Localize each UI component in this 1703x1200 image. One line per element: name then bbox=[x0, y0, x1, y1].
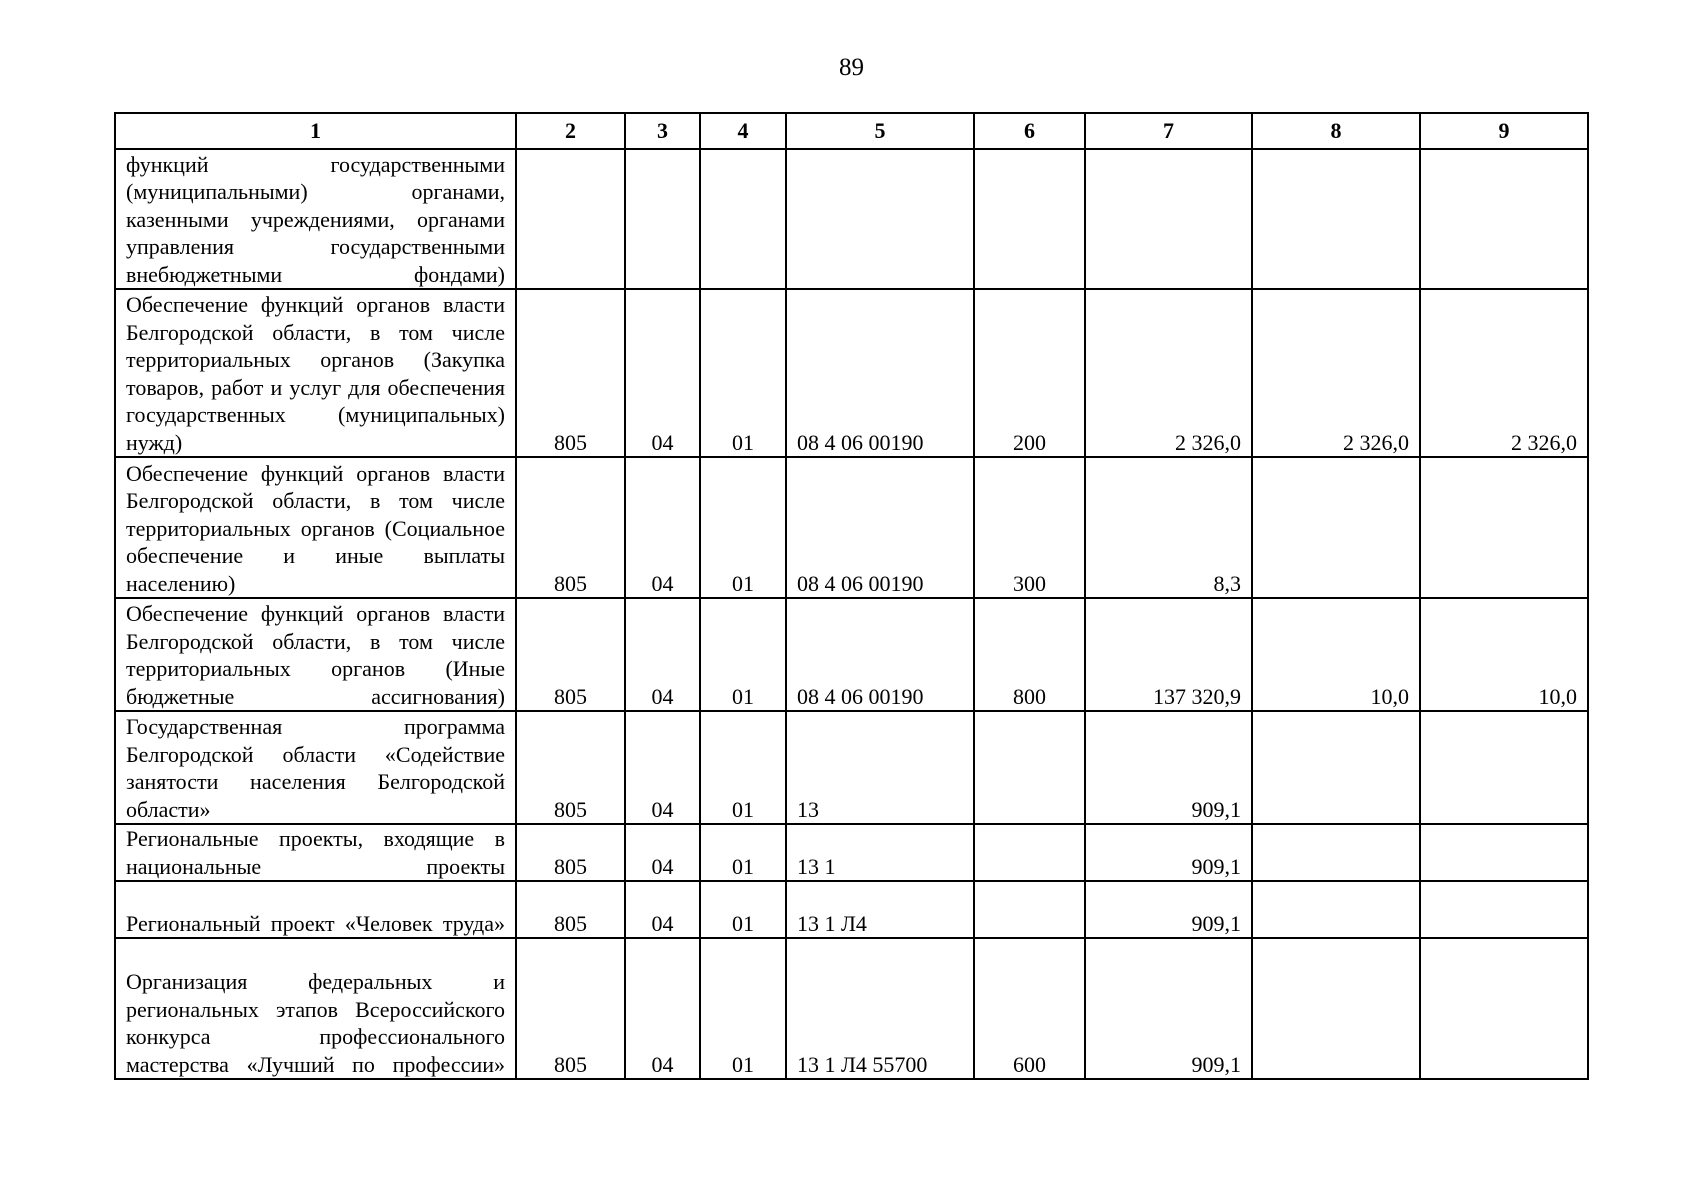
header-col-1: 1 bbox=[115, 113, 516, 149]
cell-col-3: 04 bbox=[625, 598, 700, 711]
cell-col-6 bbox=[974, 711, 1085, 824]
table-row bbox=[115, 938, 1588, 1079]
cell-col-6: 800 bbox=[974, 598, 1085, 711]
table-row bbox=[115, 457, 1588, 598]
table-row bbox=[115, 149, 1588, 289]
cell-col-4: 01 bbox=[700, 457, 786, 598]
cell-col-4: 01 bbox=[700, 881, 786, 938]
cell-col-8 bbox=[1252, 824, 1420, 881]
cell-col-7: 909,1 bbox=[1085, 881, 1252, 938]
cell-col-9 bbox=[1420, 824, 1588, 881]
cell-col-3: 04 bbox=[625, 881, 700, 938]
cell-col-8 bbox=[1252, 457, 1420, 598]
cell-col-8: 2 326,0 bbox=[1252, 289, 1420, 457]
cell-col-3: 04 bbox=[625, 824, 700, 881]
cell-col-2: 805 bbox=[516, 457, 625, 598]
cell-col-8 bbox=[1252, 881, 1420, 938]
cell-col-9 bbox=[1420, 938, 1588, 1079]
cell-col-7: 137 320,9 bbox=[1085, 598, 1252, 711]
row-description: Обеспечение функций органов власти Белгородской области, в том числе территориальных органов (Социальное обеспечение и иные выплаты населению) bbox=[115, 457, 516, 598]
cell-col-7: 2 326,0 bbox=[1085, 289, 1252, 457]
header-col-7: 7 bbox=[1085, 113, 1252, 149]
cell-col-3: 04 bbox=[625, 711, 700, 824]
header-col-9: 9 bbox=[1420, 113, 1588, 149]
cell-col-2: 805 bbox=[516, 938, 625, 1079]
row-description: Организация федеральных и региональных этапов Всероссийского конкурса профессионального мастерства «Лучший по профессии» bbox=[115, 938, 516, 1079]
cell-col-8 bbox=[1252, 711, 1420, 824]
row-description: Государственная программа Белгородской области «Содействие занятости населения Белгородской области» bbox=[115, 711, 516, 824]
cell-col-5: 08 4 06 00190 bbox=[786, 289, 974, 457]
cell-col-4 bbox=[700, 149, 786, 289]
table-row bbox=[115, 598, 1588, 711]
cell-col-2: 805 bbox=[516, 824, 625, 881]
cell-col-8 bbox=[1252, 938, 1420, 1079]
cell-col-5: 13 1 Л4 bbox=[786, 881, 974, 938]
header-col-2: 2 bbox=[516, 113, 625, 149]
row-description: Обеспечение функций органов власти Белгородской области, в том числе территориальных органов (Закупка товаров, работ и услуг для обеспечения государственных (муниципальных) нужд) bbox=[115, 289, 516, 457]
row-description: Региональный проект «Человек труда» bbox=[115, 881, 516, 938]
header-col-6: 6 bbox=[974, 113, 1085, 149]
cell-col-8: 10,0 bbox=[1252, 598, 1420, 711]
cell-col-3: 04 bbox=[625, 938, 700, 1079]
cell-col-9 bbox=[1420, 711, 1588, 824]
cell-col-4: 01 bbox=[700, 938, 786, 1079]
cell-col-4: 01 bbox=[700, 289, 786, 457]
cell-col-2: 805 bbox=[516, 598, 625, 711]
cell-col-9 bbox=[1420, 881, 1588, 938]
cell-col-2: 805 bbox=[516, 289, 625, 457]
cell-col-7: 909,1 bbox=[1085, 711, 1252, 824]
cell-col-6: 600 bbox=[974, 938, 1085, 1079]
cell-col-2: 805 bbox=[516, 881, 625, 938]
header-col-8: 8 bbox=[1252, 113, 1420, 149]
cell-col-5: 13 1 Л4 55700 bbox=[786, 938, 974, 1079]
cell-col-5 bbox=[786, 149, 974, 289]
cell-col-9: 10,0 bbox=[1420, 598, 1588, 711]
cell-col-5: 13 bbox=[786, 711, 974, 824]
cell-col-8 bbox=[1252, 149, 1420, 289]
cell-col-6 bbox=[974, 149, 1085, 289]
cell-col-6 bbox=[974, 881, 1085, 938]
cell-col-5: 08 4 06 00190 bbox=[786, 457, 974, 598]
row-description: функций государственными (муниципальными) органами, казенными учреждениями, органами управления государственными внебюджетными фондами) bbox=[115, 149, 516, 289]
table-row bbox=[115, 881, 1588, 938]
cell-col-7: 909,1 bbox=[1085, 824, 1252, 881]
table-row bbox=[115, 824, 1588, 881]
header-col-5: 5 bbox=[786, 113, 974, 149]
cell-col-7 bbox=[1085, 149, 1252, 289]
row-description: Обеспечение функций органов власти Белгородской области, в том числе территориальных органов (Иные бюджетные ассигнования) bbox=[115, 598, 516, 711]
cell-col-6: 300 bbox=[974, 457, 1085, 598]
cell-col-4: 01 bbox=[700, 598, 786, 711]
cell-col-4: 01 bbox=[700, 711, 786, 824]
cell-col-2: 805 bbox=[516, 711, 625, 824]
header-col-4: 4 bbox=[700, 113, 786, 149]
cell-col-6: 200 bbox=[974, 289, 1085, 457]
cell-col-9 bbox=[1420, 457, 1588, 598]
cell-col-5: 13 1 bbox=[786, 824, 974, 881]
cell-col-9: 2 326,0 bbox=[1420, 289, 1588, 457]
table-row bbox=[115, 711, 1588, 824]
row-description: Региональные проекты, входящие в национальные проекты bbox=[115, 824, 516, 881]
header-row bbox=[115, 113, 1588, 149]
table-row bbox=[115, 289, 1588, 457]
cell-col-2 bbox=[516, 149, 625, 289]
budget-table bbox=[114, 112, 1589, 1080]
cell-col-3 bbox=[625, 149, 700, 289]
cell-col-7: 8,3 bbox=[1085, 457, 1252, 598]
cell-col-4: 01 bbox=[700, 824, 786, 881]
cell-col-9 bbox=[1420, 149, 1588, 289]
cell-col-3: 04 bbox=[625, 457, 700, 598]
page-number: 89 bbox=[839, 54, 864, 81]
cell-col-3: 04 bbox=[625, 289, 700, 457]
cell-col-6 bbox=[974, 824, 1085, 881]
cell-col-7: 909,1 bbox=[1085, 938, 1252, 1079]
header-col-3: 3 bbox=[625, 113, 700, 149]
cell-col-5: 08 4 06 00190 bbox=[786, 598, 974, 711]
